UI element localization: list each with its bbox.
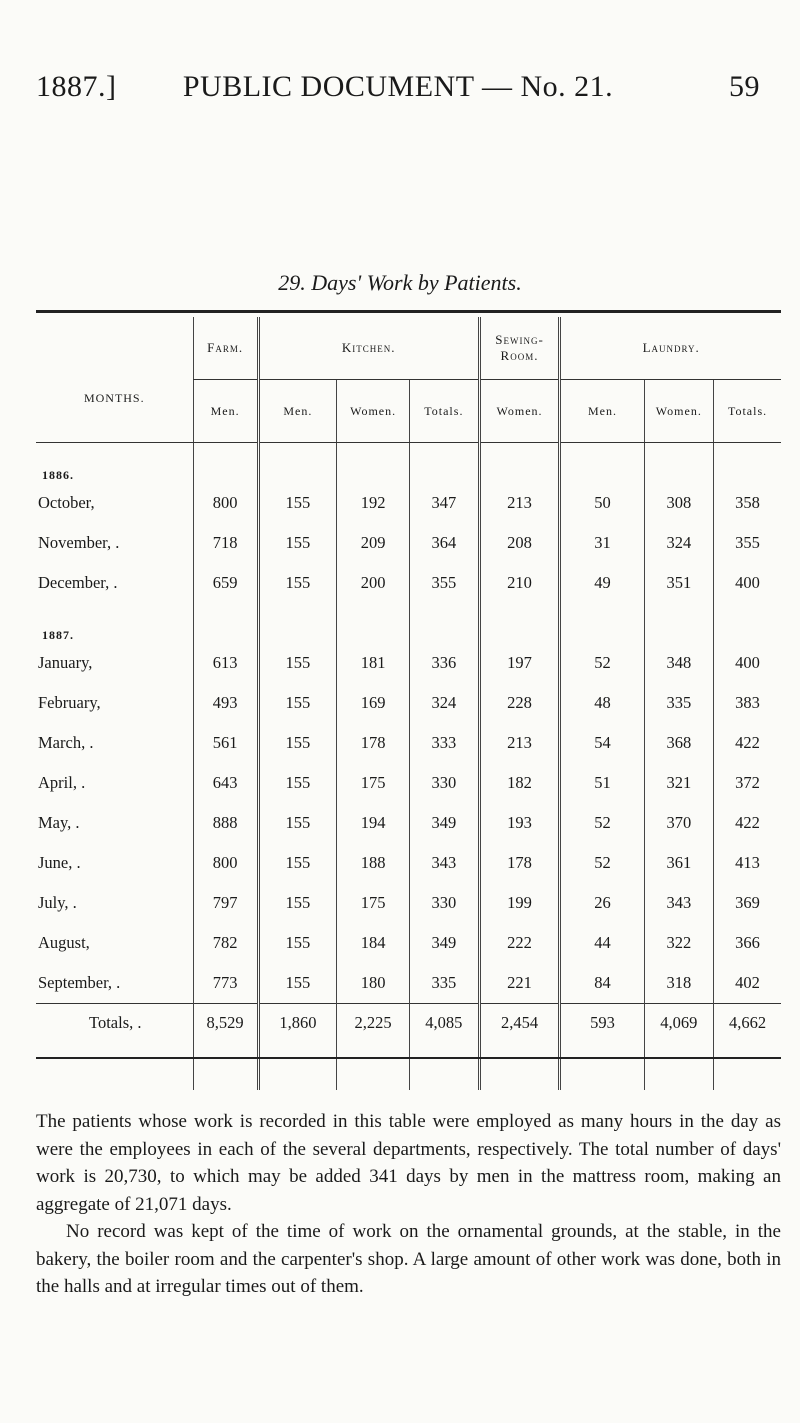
year-row-1887 bbox=[36, 603, 781, 643]
cell-laundry-women: 324 bbox=[644, 523, 714, 563]
month-label: Totals, . bbox=[36, 1004, 193, 1043]
cell-kitchen-men: 155 bbox=[258, 563, 337, 603]
cell-kitchen-men: 155 bbox=[258, 763, 337, 803]
section-number: 29. bbox=[278, 270, 306, 295]
cell-kitchen-men: 155 bbox=[258, 803, 337, 843]
cell-kitchen-men: 155 bbox=[258, 923, 337, 963]
month-label: April, . bbox=[38, 773, 86, 792]
cell-kitchen-totals: 330 bbox=[410, 763, 480, 803]
cell-laundry-women: 343 bbox=[644, 883, 714, 923]
cell-kitchen-totals: 324 bbox=[410, 683, 480, 723]
cell-laundry-men: 593 bbox=[560, 1004, 644, 1043]
cell-kitchen-men: 1,860 bbox=[258, 1004, 337, 1043]
table-row bbox=[36, 483, 781, 523]
cell-kitchen-totals: 349 bbox=[410, 923, 480, 963]
cell-laundry-women: 322 bbox=[644, 923, 714, 963]
page-number: 59 bbox=[729, 70, 760, 103]
laundry-totals-header: Totals. bbox=[714, 380, 781, 443]
cell-laundry-women: 4,069 bbox=[644, 1004, 714, 1043]
cell-kitchen-men: 155 bbox=[258, 483, 337, 523]
cell-kitchen-women: 200 bbox=[337, 563, 410, 603]
cell-farm-men: 493 bbox=[193, 683, 258, 723]
cell-laundry-men: 44 bbox=[560, 923, 644, 963]
cell-sewing-women: 199 bbox=[479, 883, 560, 923]
cell-kitchen-men: 155 bbox=[258, 683, 337, 723]
cell-sewing-women: 2,454 bbox=[479, 1004, 560, 1043]
cell-kitchen-women: 178 bbox=[337, 723, 410, 763]
cell-sewing-women: 182 bbox=[479, 763, 560, 803]
cell-laundry-totals: 358 bbox=[714, 483, 781, 523]
cell-farm-men: 8,529 bbox=[193, 1004, 258, 1043]
bottom-rule bbox=[36, 1057, 781, 1059]
months-header: MONTHS. bbox=[36, 317, 193, 443]
cell-sewing-women: 222 bbox=[479, 923, 560, 963]
cell-laundry-totals: 4,662 bbox=[714, 1004, 781, 1043]
month-label: May, . bbox=[38, 813, 80, 832]
cell-kitchen-men: 155 bbox=[258, 723, 337, 763]
month-label: January, bbox=[38, 653, 93, 672]
cell-kitchen-totals: 364 bbox=[410, 523, 480, 563]
table-row bbox=[36, 803, 781, 843]
table-row bbox=[36, 963, 781, 1004]
cell-kitchen-women: 188 bbox=[337, 843, 410, 883]
month-label: October, bbox=[38, 493, 95, 512]
month-label: February, bbox=[38, 693, 101, 712]
cell-kitchen-women: 169 bbox=[337, 683, 410, 723]
kitchen-header: Kitchen. bbox=[258, 317, 479, 380]
farm-header: Farm. bbox=[193, 317, 258, 380]
cell-laundry-totals: 366 bbox=[714, 923, 781, 963]
cell-kitchen-women: 2,225 bbox=[337, 1004, 410, 1043]
cell-sewing-women: 197 bbox=[479, 643, 560, 683]
month-label: November, . bbox=[38, 533, 120, 552]
cell-laundry-totals: 355 bbox=[714, 523, 781, 563]
table-row bbox=[36, 643, 781, 683]
month-label: July, . bbox=[38, 893, 77, 912]
cell-kitchen-women: 180 bbox=[337, 963, 410, 1004]
section-title bbox=[0, 270, 800, 296]
cell-laundry-men: 26 bbox=[560, 883, 644, 923]
cell-farm-men: 888 bbox=[193, 803, 258, 843]
cell-kitchen-men: 155 bbox=[258, 523, 337, 563]
cell-laundry-women: 308 bbox=[644, 483, 714, 523]
cell-laundry-women: 321 bbox=[644, 763, 714, 803]
farm-men-header: Men. bbox=[193, 380, 258, 443]
table-row bbox=[36, 563, 781, 603]
top-rule bbox=[36, 310, 781, 313]
cell-farm-men: 613 bbox=[193, 643, 258, 683]
paragraph: The patients whose work is recorded in this table were employed as many hours in the day as were the employees in each of the several departments, respectively. The total number of days' work is 20,730, to which may be added 341 days by men in the mattress room, making an aggregate of 21,071 days. bbox=[36, 1111, 781, 1215]
header-year: 1887.] bbox=[36, 70, 117, 103]
cell-sewing-women: 178 bbox=[479, 843, 560, 883]
cell-laundry-totals: 400 bbox=[714, 643, 781, 683]
table-body bbox=[36, 443, 781, 1091]
sewing-women-header: Women. bbox=[479, 380, 560, 443]
table-row bbox=[36, 723, 781, 763]
cell-kitchen-women: 175 bbox=[337, 883, 410, 923]
cell-kitchen-totals: 349 bbox=[410, 803, 480, 843]
days-work-table bbox=[36, 317, 781, 1090]
cell-laundry-totals: 372 bbox=[714, 763, 781, 803]
cell-sewing-women: 213 bbox=[479, 723, 560, 763]
section-title-text: Days' Work by Patients. bbox=[311, 270, 522, 295]
cell-sewing-women: 193 bbox=[479, 803, 560, 843]
cell-kitchen-totals: 355 bbox=[410, 563, 480, 603]
cell-kitchen-totals: 336 bbox=[410, 643, 480, 683]
cell-kitchen-totals: 343 bbox=[410, 843, 480, 883]
laundry-men-header: Men. bbox=[560, 380, 644, 443]
paragraph: No record was kept of the time of work on the ornamental grounds, at the stable, in the bakery, the boiler room and the carpenter's shop. A large amount of other work was done, both in the halls and at irregular times out of them. bbox=[36, 1221, 781, 1297]
year-row-1886 bbox=[36, 443, 781, 484]
cell-sewing-women: 208 bbox=[479, 523, 560, 563]
cell-kitchen-women: 175 bbox=[337, 763, 410, 803]
month-label: December, . bbox=[38, 573, 118, 592]
laundry-women-header: Women. bbox=[644, 380, 714, 443]
cell-laundry-women: 335 bbox=[644, 683, 714, 723]
totals-row bbox=[36, 1004, 781, 1043]
cell-laundry-totals: 422 bbox=[714, 723, 781, 763]
cell-kitchen-women: 209 bbox=[337, 523, 410, 563]
cell-kitchen-men: 155 bbox=[258, 963, 337, 1004]
kitchen-totals-header: Totals. bbox=[410, 380, 480, 443]
cell-laundry-men: 31 bbox=[560, 523, 644, 563]
table-row bbox=[36, 883, 781, 923]
cell-farm-men: 659 bbox=[193, 563, 258, 603]
cell-kitchen-men: 155 bbox=[258, 643, 337, 683]
cell-farm-men: 718 bbox=[193, 523, 258, 563]
cell-laundry-men: 52 bbox=[560, 803, 644, 843]
header-title: PUBLIC DOCUMENT — No. 21. bbox=[182, 70, 614, 103]
month-label: March, . bbox=[38, 733, 94, 752]
cell-farm-men: 643 bbox=[193, 763, 258, 803]
cell-laundry-women: 318 bbox=[644, 963, 714, 1004]
sewing-room-header: Sewing-Room. bbox=[479, 317, 560, 380]
cell-laundry-totals: 413 bbox=[714, 843, 781, 883]
cell-sewing-women: 221 bbox=[479, 963, 560, 1004]
table-row bbox=[36, 523, 781, 563]
cell-farm-men: 561 bbox=[193, 723, 258, 763]
cell-laundry-men: 48 bbox=[560, 683, 644, 723]
cell-laundry-men: 51 bbox=[560, 763, 644, 803]
cell-farm-men: 797 bbox=[193, 883, 258, 923]
cell-farm-men: 773 bbox=[193, 963, 258, 1004]
cell-laundry-women: 368 bbox=[644, 723, 714, 763]
cell-laundry-men: 54 bbox=[560, 723, 644, 763]
cell-laundry-totals: 369 bbox=[714, 883, 781, 923]
table-row bbox=[36, 763, 781, 803]
cell-sewing-women: 210 bbox=[479, 563, 560, 603]
cell-kitchen-women: 181 bbox=[337, 643, 410, 683]
cell-laundry-totals: 422 bbox=[714, 803, 781, 843]
cell-kitchen-totals: 4,085 bbox=[410, 1004, 480, 1043]
month-label: August, bbox=[38, 933, 90, 952]
table-row bbox=[36, 843, 781, 883]
cell-laundry-men: 52 bbox=[560, 843, 644, 883]
cell-laundry-women: 361 bbox=[644, 843, 714, 883]
kitchen-women-header: Women. bbox=[337, 380, 410, 443]
year-label: 1886. bbox=[42, 468, 74, 482]
table-row bbox=[36, 923, 781, 963]
laundry-header: Laundry. bbox=[560, 317, 781, 380]
cell-kitchen-men: 155 bbox=[258, 843, 337, 883]
cell-kitchen-totals: 335 bbox=[410, 963, 480, 1004]
month-label: June, . bbox=[38, 853, 81, 872]
cell-farm-men: 800 bbox=[193, 483, 258, 523]
cell-laundry-men: 49 bbox=[560, 563, 644, 603]
table-row bbox=[36, 683, 781, 723]
cell-kitchen-totals: 347 bbox=[410, 483, 480, 523]
cell-laundry-women: 351 bbox=[644, 563, 714, 603]
cell-kitchen-totals: 330 bbox=[410, 883, 480, 923]
cell-laundry-men: 84 bbox=[560, 963, 644, 1004]
running-head bbox=[36, 70, 760, 104]
cell-farm-men: 782 bbox=[193, 923, 258, 963]
cell-sewing-women: 228 bbox=[479, 683, 560, 723]
cell-kitchen-women: 192 bbox=[337, 483, 410, 523]
cell-laundry-women: 370 bbox=[644, 803, 714, 843]
cell-laundry-women: 348 bbox=[644, 643, 714, 683]
body-text bbox=[36, 1108, 781, 1301]
cell-farm-men: 800 bbox=[193, 843, 258, 883]
cell-kitchen-totals: 333 bbox=[410, 723, 480, 763]
cell-laundry-totals: 383 bbox=[714, 683, 781, 723]
cell-kitchen-women: 194 bbox=[337, 803, 410, 843]
month-label: September, . bbox=[38, 973, 121, 992]
year-label: 1887. bbox=[42, 628, 74, 642]
cell-laundry-men: 50 bbox=[560, 483, 644, 523]
cell-laundry-totals: 402 bbox=[714, 963, 781, 1004]
cell-laundry-men: 52 bbox=[560, 643, 644, 683]
cell-sewing-women: 213 bbox=[479, 483, 560, 523]
kitchen-men-header: Men. bbox=[258, 380, 337, 443]
cell-laundry-totals: 400 bbox=[714, 563, 781, 603]
cell-kitchen-men: 155 bbox=[258, 883, 337, 923]
cell-kitchen-women: 184 bbox=[337, 923, 410, 963]
